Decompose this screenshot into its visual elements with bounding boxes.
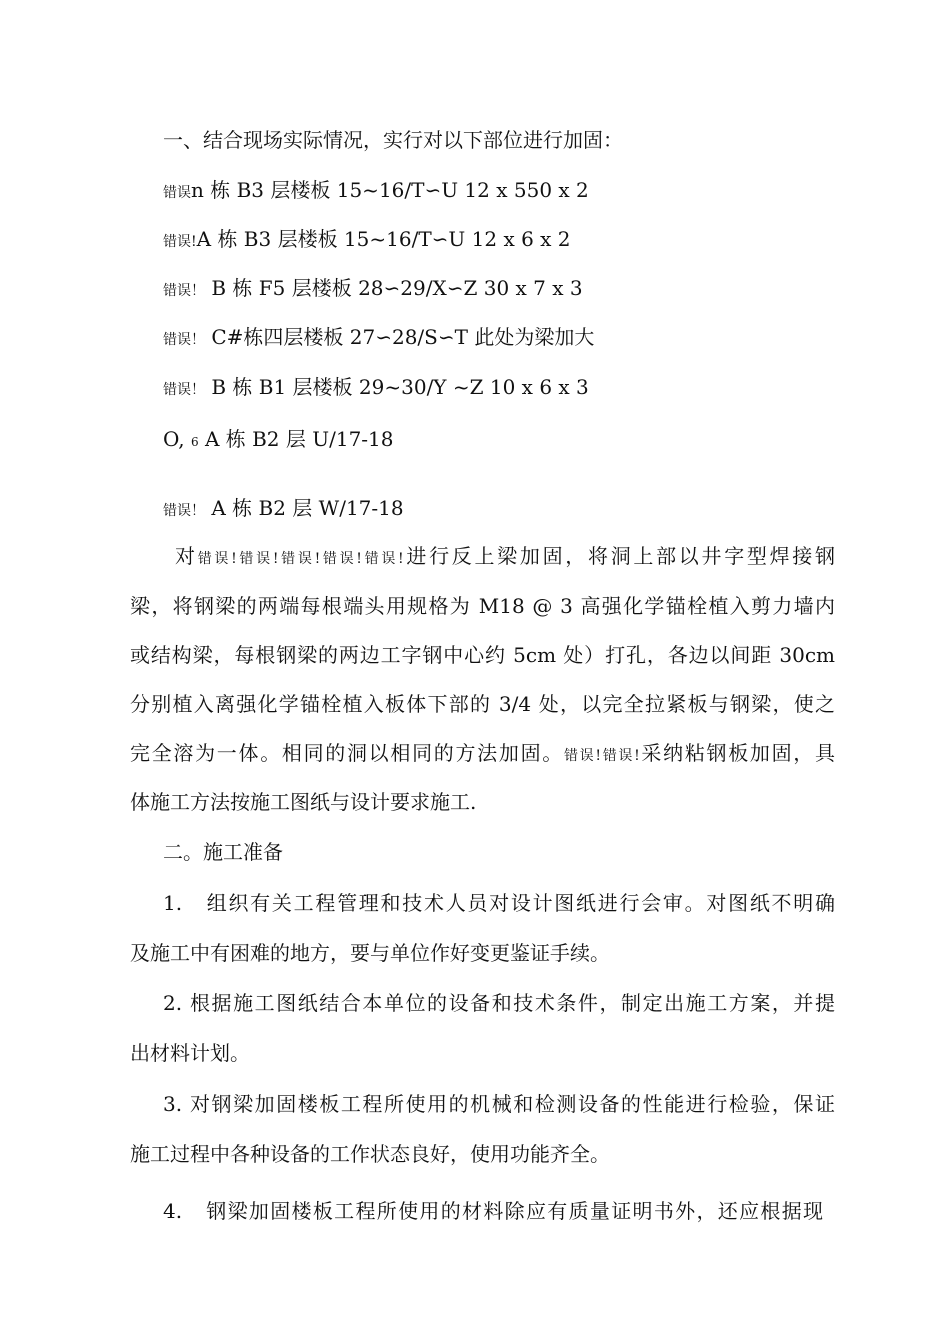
paragraph-line: 1. 组织有关工程管理和技术人员对设计图纸进行会审。对图纸不明确 — [163, 891, 835, 915]
paragraph-line: 及施工中有困难的地方，要与单位作好变更鉴证手续。 — [130, 941, 610, 965]
error-marker: 错误！ — [163, 503, 205, 519]
list-item — [163, 325, 835, 352]
item-number: 4. — [163, 1199, 183, 1223]
paragraph-line: 出材料计划。 — [130, 1041, 250, 1065]
error-marker: 错误! — [163, 234, 197, 250]
item-text: A 栋 B2 层 U/17-18 — [204, 427, 394, 451]
paragraph-line: 4. 钢梁加固楼板工程所使用的材料除应有质量证明书外，还应根据现 — [163, 1199, 823, 1223]
item-text: B 栋 F5 层楼板 28∽29/X∽Z 30 x 7 x 3 — [211, 276, 583, 300]
error-marker: 错误！ — [163, 283, 205, 299]
item-text: C#栋四层楼板 27∽28/S∽T 此处为梁加大 — [211, 325, 595, 349]
paragraph-line: 对错误!错误!错误!错误!错误!进行反上梁加固，将洞上部以井字型焊接钢 — [175, 544, 836, 568]
item-text: B 栋 B1 层楼板 29~30/Y ~Z 10 x 6 x 3 — [211, 375, 589, 399]
error-marker: 错误！ — [163, 382, 205, 398]
paragraph-line: 分别植入离强化学锚栓植入板体下部的 3/4 处，以完全拉紧板与钢梁，使之 — [130, 692, 835, 716]
paragraph-line: 3. 对钢梁加固楼板工程所使用的机械和检测设备的性能进行检验，保证 — [163, 1092, 835, 1116]
paragraph-line: 或结构梁，每根钢梁的两边工字钢中心约 5cm 处）打孔，各边以间距 30cm — [130, 643, 835, 667]
item-text: n 栋 B3 层楼板 15~16/T∽U 12 x 550 x 2 — [191, 178, 589, 202]
section-2-heading: 二。施工准备 — [163, 840, 283, 864]
list-item — [163, 496, 835, 523]
item-prefix: O, — [163, 427, 191, 451]
list-item — [163, 427, 835, 454]
error-marker: 错误!错误! — [563, 748, 640, 764]
item-text: A 栋 B3 层楼板 15~16/T∽U 12 x 6 x 2 — [196, 227, 571, 251]
paragraph-line: 施工过程中各种设备的工作状态良好，使用功能齐全。 — [130, 1142, 610, 1166]
list-item — [163, 227, 835, 254]
paragraph-line: 体施工方法按施工图纸与设计要求施工. — [130, 790, 477, 814]
item-subscript: 6 — [190, 435, 199, 449]
error-marker: 错误!错误!错误!错误!错误! — [197, 551, 404, 567]
section-1-heading: 一、结合现场实际情况，实行对以下部位进行加固： — [163, 128, 623, 152]
paragraph-line: 梁，将钢梁的两端每根端头用规格为 M18 @ 3 高强化学锚栓植入剪力墙内 — [130, 594, 835, 618]
list-item — [163, 276, 835, 303]
list-item — [163, 375, 835, 402]
item-number: 1. — [163, 891, 183, 915]
list-item — [163, 178, 835, 205]
error-marker: 错误！ — [163, 332, 205, 348]
item-text: A 栋 B2 层 W/17-18 — [211, 496, 404, 520]
paragraph-line: 2. 根据施工图纸结合本单位的设备和技术条件，制定出施工方案，并提 — [163, 991, 835, 1015]
error-marker: 错误 — [163, 185, 191, 201]
paragraph-line: 完全溶为一体。相同的洞以相同的方法加固。错误!错误!采纳粘钢板加固，具 — [130, 741, 836, 765]
